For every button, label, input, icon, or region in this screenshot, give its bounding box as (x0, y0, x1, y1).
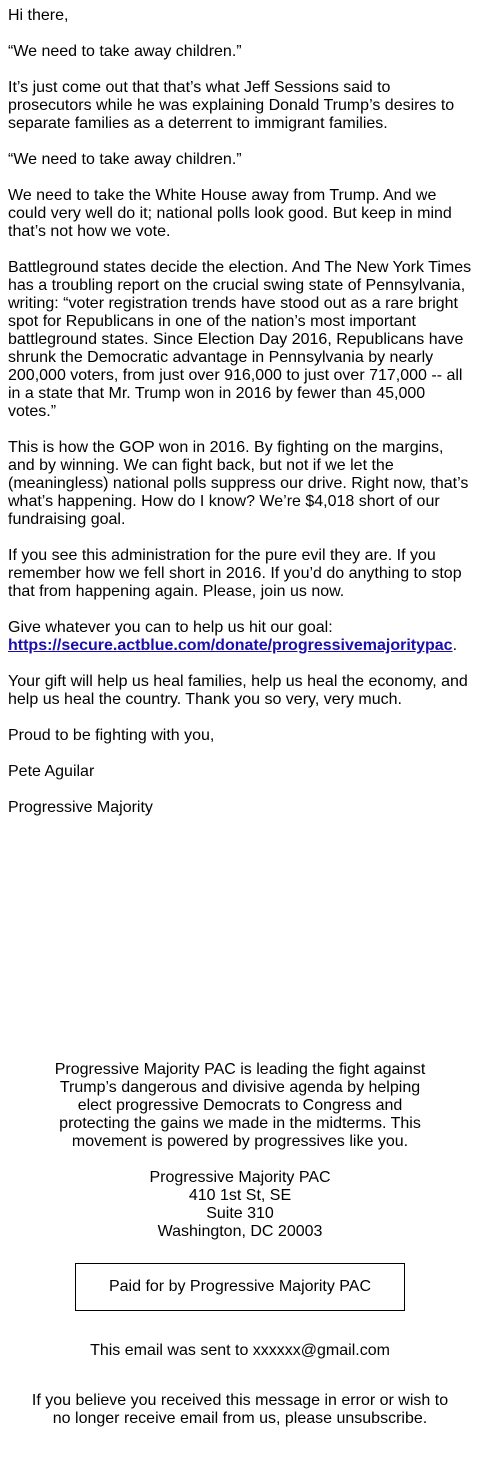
give-text: Give whatever you can to help us hit our goal: (8, 619, 333, 636)
give-period: . (452, 637, 458, 654)
quote-second: “We need to take away children.” (8, 151, 242, 168)
paragraph-battleground: Battleground states decide the election. And The New York Times has a troubling report on the crucial swing state of Pennsylvania, writing: “voter registration trends have stood out as a rare bright spot for Republicans in one of the nation’s most important battleground states. Since Election Day 2016, Republicans have shrunk the Democratic advantage in Pennsylvania by nearly 200,000 voters, from just over 916,000 to just over 717,000 -- all in a state that Mr. Trump won in 2016 by fewer than 45,000 votes.” (8, 259, 472, 420)
email-footer (0, 1061, 480, 1428)
address-suite: Suite 310 (206, 1205, 274, 1222)
paid-for-box (75, 1263, 405, 1311)
sent-to-notice: This email was sent to xxxxxx@gmail.com (90, 1342, 390, 1359)
organization-name: Progressive Majority (8, 799, 153, 816)
paragraph-sessions: It’s just come out that that’s what Jeff Sessions said to prosecutors while he was explaining Donald Trump’s desires to separate families as a deterrent to immigrant families. (8, 79, 455, 132)
paid-for-text: Paid for by Progressive Majority PAC (108, 1278, 371, 1295)
paragraph-gift: Your gift will help us heal families, help us heal the economy, and help us heal the country. Thank you so very, very much. (8, 673, 468, 708)
footer-mission: Progressive Majority PAC is leading the fight against Trump’s dangerous and divisive agenda by helping elect progressive Democrats to Congress and protecting the gains we made in the midterms. This movement is powered by progressives like you. (54, 1061, 426, 1150)
greeting: Hi there, (8, 7, 69, 24)
address-city: Washington, DC 20003 (157, 1223, 323, 1240)
donate-link[interactable]: https://secure.actblue.com/donate/progressivemajoritypac (8, 637, 453, 654)
give-paragraph (8, 619, 472, 655)
signer-name: Pete Aguilar (8, 763, 95, 780)
quote-first: “We need to take away children.” (8, 43, 242, 60)
footer-address (0, 1169, 480, 1241)
paragraph-join: If you see this administration for the pure evil they are. If you remember how we fell short in 2016. If you’d do anything to stop that from happening again. Please, join us now. (8, 547, 462, 600)
address-street: 410 1st St, SE (188, 1187, 292, 1204)
paragraph-gop: This is how the GOP won in 2016. By fighting on the margins, and by winning. We can fight back, but not if we let the (meaningless) national polls suppress our drive. Right now, that’s what’s happening. How do I know? We’re $4,018 short of our fundraising goal. (8, 439, 469, 528)
unsubscribe-notice[interactable]: If you believe you received this message in error or wish to no longer receive email from us, please unsubscribe. (31, 1392, 449, 1427)
address-name: Progressive Majority PAC (149, 1169, 331, 1186)
signoff: Proud to be fighting with you, (8, 727, 215, 744)
paragraph-white-house: We need to take the White House away from Trump. And we could very well do it; national polls look good. But keep in mind that’s not how we vote. (8, 187, 452, 240)
